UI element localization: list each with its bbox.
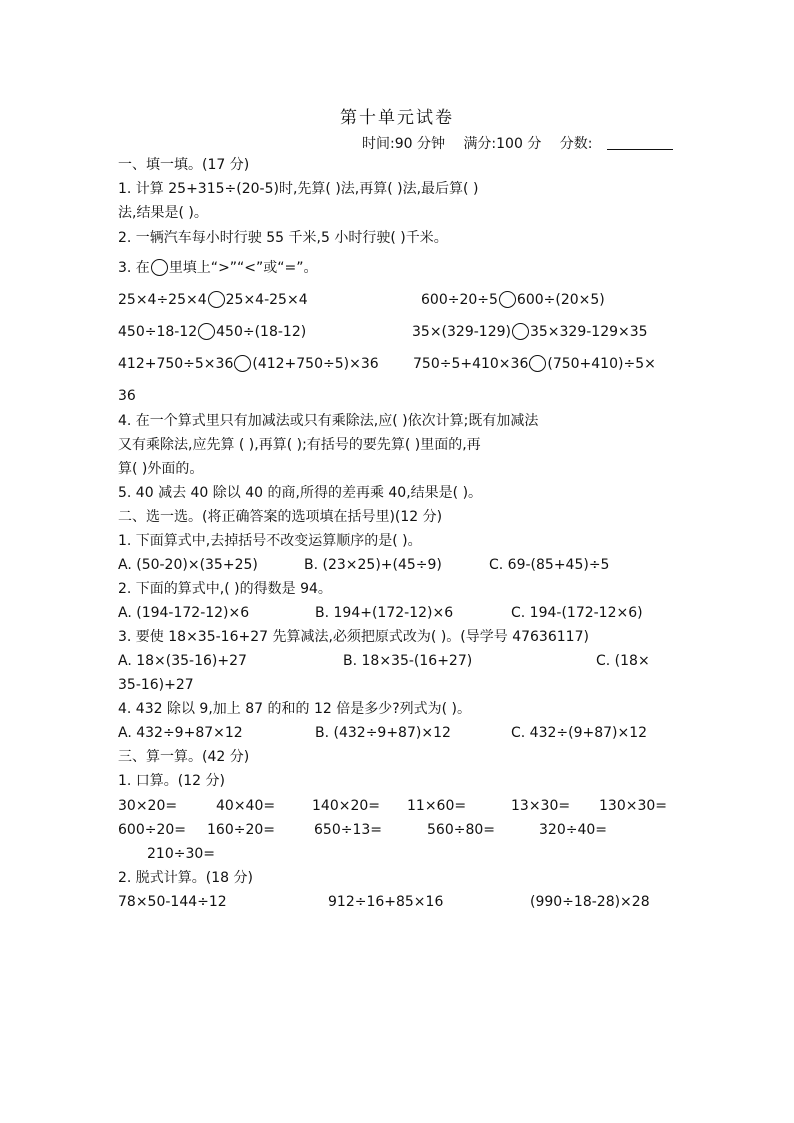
s2-q1-option-b: B. (23×25)+(45÷9) [304, 557, 442, 573]
compare-3-circle[interactable] [198, 323, 215, 340]
s2-q1-option-a: A. (50-20)×(35+25) [118, 557, 258, 573]
compare-2 [421, 290, 605, 310]
compare-1-left: 25×4÷25×4 [118, 292, 207, 308]
compare-3-right: 450÷(18-12) [216, 324, 307, 340]
oral-item: 140×20= [312, 798, 380, 814]
compare-6-circle[interactable] [529, 355, 546, 372]
s2-q2-option-c: C. 194-(172-12×6) [511, 605, 643, 621]
compare-4 [412, 322, 648, 342]
compare-5-circle[interactable] [234, 355, 251, 372]
s2-q2: 2. 下面的算式中,( )的得数是 94。 [118, 581, 332, 597]
s1-q5: 5. 40 减去 40 除以 40 的商,所得的差再乘 40,结果是( )。 [118, 485, 483, 501]
compare-1 [118, 290, 308, 310]
compare-3 [118, 322, 306, 342]
oral-item: 160÷20= [207, 822, 275, 838]
s2-q1: 1. 下面算式中,去掉括号不改变运算顺序的是( )。 [118, 533, 422, 549]
s1-q3-prefix: 3. 在 [118, 260, 150, 276]
compare-6 [413, 354, 656, 374]
s2-q2-option-b: B. 194+(172-12)×6 [315, 605, 454, 621]
s1-q4-line1: 4. 在一个算式里只有加减法或只有乘除法,应( )依次计算;既有加减法 [118, 413, 539, 429]
compare-6-left: 750÷5+410×36 [413, 356, 529, 372]
time-limit: 时间:90 分钟 [362, 136, 445, 152]
section-2-heading: 二、选一选。(将正确答案的选项填在括号里)(12 分) [118, 509, 443, 525]
oral-item: 13×30= [511, 798, 571, 814]
s1-q2: 2. 一辆汽车每小时行驶 55 千米,5 小时行驶( )千米。 [118, 230, 448, 246]
compare-6-continued: 36 [118, 388, 136, 404]
s1-q1-line1: 1. 计算 25+315÷(20-5)时,先算( )法,再算( )法,最后算( ) [118, 181, 479, 197]
oral-item: 320÷40= [539, 822, 607, 838]
s3-stepwise-heading: 2. 脱式计算。(18 分) [118, 870, 253, 886]
stepwise-problem: (990÷18-28)×28 [530, 894, 650, 910]
exam-meta [362, 133, 687, 153]
oral-item: 11×60= [407, 798, 467, 814]
s2-q3-option-c-continued: 35-16)+27 [118, 677, 194, 693]
compare-6-right: (750+410)÷5× [547, 356, 656, 372]
s3-oral-heading: 1. 口算。(12 分) [118, 773, 225, 789]
s1-q4-line3: 算( )外面的。 [118, 461, 204, 477]
compare-4-right: 35×329-129×35 [529, 324, 648, 340]
oral-item: 130×30= [599, 798, 667, 814]
oral-item: 30×20= [118, 798, 178, 814]
page-title: 第十单元试卷 [340, 108, 454, 128]
s2-q3-option-a: A. 18×(35-16)+27 [118, 653, 247, 669]
stepwise-problem: 78×50-144÷12 [118, 894, 227, 910]
stepwise-problem: 912÷16+85×16 [328, 894, 444, 910]
compare-4-circle[interactable] [512, 323, 529, 340]
s1-q1-line2: 法,结果是( )。 [118, 205, 208, 221]
full-score: 满分:100 分 [463, 136, 542, 152]
compare-2-circle[interactable] [499, 291, 516, 308]
s2-q4-option-b: B. (432÷9+87)×12 [315, 725, 451, 741]
compare-2-right: 600÷(20×5) [516, 292, 605, 308]
s2-q1-option-c: C. 69-(85+45)÷5 [489, 557, 610, 573]
score-blank[interactable] [607, 135, 673, 150]
compare-5-left: 412+750÷5×36 [118, 356, 234, 372]
s2-q3-option-b: B. 18×35-(16+27) [343, 653, 473, 669]
compare-4-left: 35×(329-129) [412, 324, 511, 340]
compare-1-circle[interactable] [208, 291, 225, 308]
compare-5 [118, 354, 379, 374]
compare-circle-icon [151, 259, 168, 276]
s1-q3 [118, 258, 318, 278]
compare-2-left: 600÷20÷5 [421, 292, 498, 308]
s2-q4: 4. 432 除以 9,加上 87 的和的 12 倍是多少?列式为( )。 [118, 701, 472, 717]
s2-q2-option-a: A. (194-172-12)×6 [118, 605, 250, 621]
section-3-heading: 三、算一算。(42 分) [118, 749, 250, 765]
oral-item: 600÷20= [118, 822, 186, 838]
s1-q3-suffix: 里填上“>”“<”或“=”。 [168, 260, 318, 276]
s2-q3: 3. 要使 18×35-16+27 先算减法,必须把原式改为( )。(导学号 47636117) [118, 629, 589, 645]
oral-item: 40×40= [216, 798, 276, 814]
s2-q4-option-c: C. 432÷(9+87)×12 [511, 725, 648, 741]
s1-q4-line2: 又有乘除法,应先算 ( ),再算( );有括号的要先算( )里面的,再 [118, 437, 481, 453]
section-1-heading: 一、填一填。(17 分) [118, 157, 250, 173]
s2-q4-option-a: A. 432÷9+87×12 [118, 725, 243, 741]
compare-5-right: (412+750÷5)×36 [252, 356, 379, 372]
oral-item: 210÷30= [147, 846, 215, 862]
compare-3-left: 450÷18-12 [118, 324, 198, 340]
oral-item: 650÷13= [314, 822, 382, 838]
s2-q3-option-c: C. (18× [596, 653, 650, 669]
compare-1-right: 25×4-25×4 [225, 292, 308, 308]
score-label: 分数: [559, 136, 593, 152]
oral-item: 560÷80= [427, 822, 495, 838]
